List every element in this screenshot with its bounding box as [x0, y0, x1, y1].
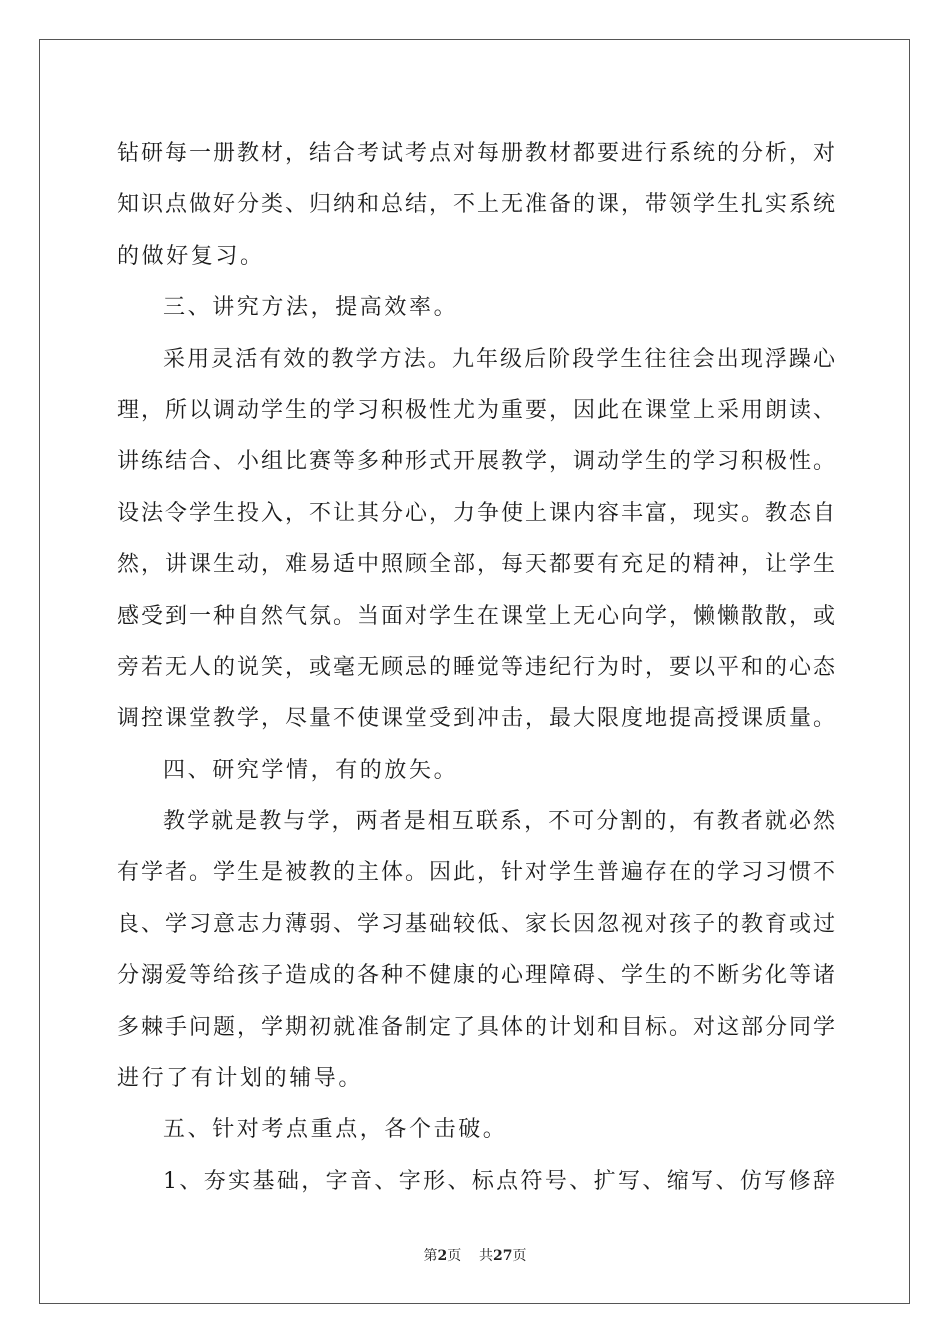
footer-page-prefix: 第: [423, 1248, 438, 1264]
text-line: 感受到一种自然气氛。当面对学生在课堂上无心向学，懒懒散散，或: [117, 603, 835, 629]
text-line: 调控课堂教学，尽量不使课堂受到冲击，最大限度地提高授课质量。: [117, 706, 835, 732]
text-line: 五、针对考点重点，各个击破。: [163, 1117, 508, 1143]
text-line: 旁若无人的说笑，或毫无顾忌的睡觉等违纪行为时，要以平和的心态: [117, 654, 835, 680]
text-line: 知识点做好分类、归纳和总结，不上无准备的课，带领学生扎实系统: [117, 192, 835, 218]
text-line: 1、夯实基础，字音、字形、标点符号、扩写、缩写、仿写修辞: [163, 1168, 835, 1194]
footer-page-current: 2: [437, 1248, 448, 1264]
text-line: 钻研每一册教材，结合考试考点对每册教材都要进行系统的分析，对: [117, 141, 835, 166]
footer-page-suffix: 页: [447, 1248, 462, 1264]
footer-total-prefix: 共: [479, 1248, 494, 1264]
text-line: 采用灵活有效的教学方法。九年级后阶段学生往往会出现浮躁心: [163, 346, 835, 372]
text-line: 分溺爱等给孩子造成的各种不健康的心理障碍、学生的不断劣化等诸: [117, 963, 835, 989]
text-line: 四、研究学情，有的放矢。: [163, 757, 459, 783]
footer-total-suffix: 页: [512, 1248, 527, 1264]
text-line: 教学就是教与学，两者是相互联系，不可分割的，有教者就必然: [163, 809, 835, 835]
text-line: 设法令学生投入，不让其分心，力争使上课内容丰富，现实。教态自: [117, 500, 835, 526]
text-line: 的做好复习。: [117, 243, 265, 269]
text-line: 多棘手问题，学期初就准备制定了具体的计划和目标。对这部分同学: [117, 1014, 835, 1040]
text-line: 然，讲课生动，难易适中照顾全部，每天都要有充足的精神，让学生: [117, 552, 835, 578]
text-line: 讲练结合、小组比赛等多种形式开展教学，调动学生的学习积极性。: [117, 449, 835, 475]
footer-page-total: 27: [493, 1248, 513, 1264]
document-body: [117, 128, 835, 1207]
text-line: 进行了有计划的辅导。: [117, 1066, 364, 1092]
text-line: 三、讲究方法，提高效率。: [163, 295, 459, 321]
text-line: 良、学习意志力薄弱、学习基础较低、家长因忽视对孩子的教育或过: [117, 911, 835, 937]
text-line: 有学者。学生是被教的主体。因此，针对学生普遍存在的学习习惯不: [117, 860, 835, 886]
page-footer: [0, 1245, 950, 1265]
text-line: 理，所以调动学生的学习积极性尤为重要，因此在课堂上采用朗读、: [117, 397, 835, 423]
